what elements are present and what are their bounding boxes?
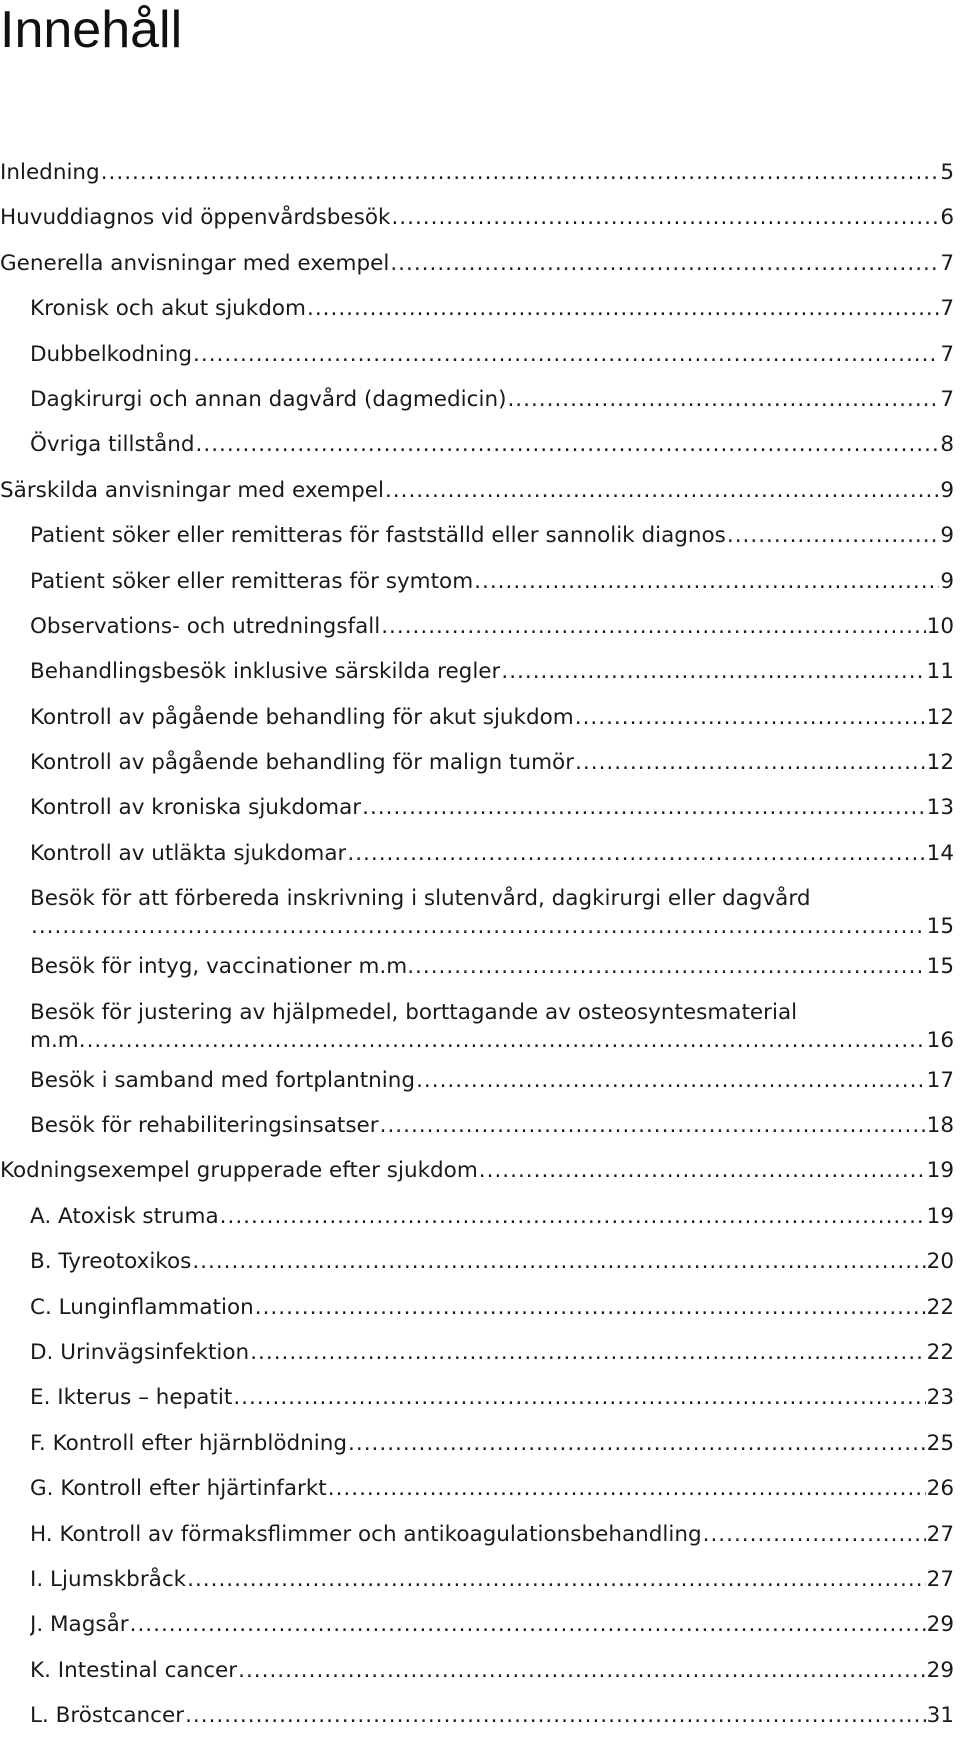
toc-entry-label: A. Atoxisk struma (30, 1203, 219, 1229)
toc-page-number: 22 (926, 1294, 954, 1320)
dot-leader (196, 431, 940, 459)
dot-leader (255, 1294, 926, 1322)
toc-entry[interactable] (0, 1648, 960, 1693)
dot-leader (703, 1521, 926, 1549)
toc-entry-label: Behandlingsbesök inklusive särskilda regler (30, 659, 501, 685)
toc-entry-label: Huvuddiagnos vid öppenvårdsbesök (0, 205, 391, 231)
toc-entry[interactable] (0, 1148, 960, 1193)
toc-entry[interactable] (0, 831, 960, 876)
toc-entry[interactable] (0, 286, 960, 331)
toc-entry[interactable] (0, 944, 960, 989)
toc-entry[interactable] (0, 876, 960, 944)
dot-leader (501, 658, 925, 686)
dot-leader (727, 522, 939, 550)
toc-page-number: 12 (926, 750, 954, 776)
toc-page-number: 29 (926, 1657, 954, 1683)
toc-entry[interactable] (0, 990, 960, 1058)
toc-entry[interactable] (0, 332, 960, 377)
dot-leader (380, 1112, 926, 1140)
toc-entry-label: E. Ikterus – hepatit (30, 1385, 233, 1411)
toc-page-number: 7 (940, 341, 954, 367)
toc-entry[interactable] (0, 1194, 960, 1239)
toc-page-number: 13 (926, 795, 954, 821)
toc-entry[interactable] (0, 195, 960, 240)
toc-entry-label: F. Kontroll efter hjärnblödning (30, 1430, 348, 1456)
toc-page-number: 6 (940, 205, 954, 231)
dot-leader (328, 1475, 926, 1503)
toc-entry-label: Besök för justering av hjälpmedel, borttagande av osteosyntesmaterial (30, 999, 798, 1025)
toc-entry-label: Patient söker eller remitteras för symtom (30, 568, 474, 594)
toc-page-number: 9 (940, 568, 954, 594)
toc-page-number: 15 (926, 954, 954, 980)
toc-page-number: 19 (926, 1203, 954, 1229)
toc-entry[interactable] (0, 785, 960, 830)
toc-entry[interactable] (0, 1693, 960, 1738)
dot-leader (187, 1566, 926, 1594)
toc-entry-label: Observations- och utredningsfall (30, 613, 381, 639)
toc-entry-label: Patient söker eller remitteras för fastställd eller sannolik diagnos (30, 523, 726, 549)
dot-leader (575, 704, 926, 732)
toc-entry[interactable] (0, 1421, 960, 1466)
toc-page-number: 7 (940, 296, 954, 322)
toc-entry-label: Besök för att förbereda inskrivning i slutenvård, dagkirurgi eller dagvård (30, 886, 811, 912)
toc-page-number: 23 (926, 1385, 954, 1411)
toc-entry-label: Kodningsexempel grupperade efter sjukdom (0, 1158, 478, 1184)
toc-entry[interactable] (0, 604, 960, 649)
toc-page-number: 15 (926, 914, 954, 940)
toc-entry-label: Kronisk och akut sjukdom (30, 296, 306, 322)
toc-entry[interactable] (0, 649, 960, 694)
toc-entry[interactable] (0, 1602, 960, 1647)
toc-entry-label: Besök i samband med fortplantning (30, 1067, 416, 1093)
toc-entry-label: I. Ljumskbråck (30, 1566, 187, 1592)
dot-leader (31, 913, 926, 941)
toc-entry[interactable] (0, 150, 960, 195)
toc-page-number: 22 (926, 1339, 954, 1365)
toc-entry[interactable] (0, 422, 960, 467)
toc-page-number: 29 (926, 1612, 954, 1638)
dot-leader (348, 1430, 926, 1458)
dot-leader (415, 953, 926, 981)
toc-page-number: 27 (926, 1566, 954, 1592)
toc-entry-label: H. Kontroll av förmaksflimmer och antikoagulationsbehandling (30, 1521, 702, 1547)
page-title: Innehåll (0, 1, 183, 59)
toc-entry-label: Dubbelkodning (30, 341, 193, 367)
toc-entry[interactable] (0, 1512, 960, 1557)
toc-entry-label: Besök för rehabiliteringsinsatser (30, 1113, 379, 1139)
toc-entry[interactable] (0, 1058, 960, 1103)
toc-entry-label: Kontroll av kroniska sjukdomar (30, 795, 362, 821)
toc-entry-label-continued: m.m. (30, 1027, 86, 1053)
toc-entry[interactable] (0, 1330, 960, 1375)
toc-entry-label: B. Tyreotoxikos (30, 1249, 192, 1275)
toc-entry-label: Besök för intyg, vaccinationer m.m. (30, 954, 415, 980)
toc-entry-label: C. Lunginflammation (30, 1294, 254, 1320)
toc-page-number: 5 (940, 160, 954, 185)
toc-entry-label: Dagkirurgi och annan dagvård (dagmedicin) (30, 386, 507, 412)
dot-leader (233, 1384, 925, 1412)
dot-leader (193, 341, 939, 369)
toc-entry-label: Särskilda anvisningar med exempel (0, 477, 384, 503)
dot-leader (474, 568, 939, 596)
dot-leader (192, 1248, 925, 1276)
toc-entry[interactable] (0, 1239, 960, 1284)
toc-entry[interactable] (0, 695, 960, 740)
dot-leader (362, 794, 926, 822)
toc-entry[interactable] (0, 241, 960, 286)
toc-entry-label: Kontroll av pågående behandling för malign tumör (30, 750, 575, 776)
toc-entry[interactable] (0, 740, 960, 785)
toc-entry[interactable] (0, 513, 960, 558)
dot-leader (416, 1067, 926, 1095)
toc-page-number: 26 (926, 1476, 954, 1502)
dot-leader (390, 250, 939, 278)
toc-page-number: 11 (926, 659, 954, 685)
dot-leader (101, 159, 940, 187)
toc-page-number: 8 (940, 432, 954, 458)
toc-entry-label: Kontroll av utläkta sjukdomar (30, 840, 347, 866)
toc-page-number: 17 (926, 1067, 954, 1093)
toc-page-number: 19 (926, 1158, 954, 1184)
toc-entry-label: Kontroll av pågående behandling för akut sjukdom (30, 704, 574, 730)
toc-entry[interactable] (0, 1375, 960, 1420)
dot-leader (391, 204, 939, 232)
toc-page-number: 12 (926, 704, 954, 730)
dot-leader (507, 386, 939, 414)
dot-leader (238, 1657, 926, 1685)
toc-page-number: 10 (926, 613, 954, 639)
toc-page-number: 9 (940, 523, 954, 549)
dot-leader (381, 613, 925, 641)
toc-entry[interactable] (0, 559, 960, 604)
toc-entry-continuation (30, 1027, 954, 1055)
toc-page-number: 14 (926, 840, 954, 866)
toc-entry-continuation (30, 913, 954, 941)
toc-page-number: 18 (926, 1113, 954, 1139)
toc-entry-label: Inledning (0, 160, 100, 185)
toc-entry-label: K. Intestinal cancer (30, 1657, 238, 1683)
dot-leader (220, 1203, 926, 1231)
dot-leader (385, 477, 939, 505)
toc-page-number: 7 (940, 386, 954, 412)
dot-leader (250, 1339, 925, 1367)
toc-entry-label: D. Urinvägsinfektion (30, 1339, 250, 1365)
toc-entry[interactable] (0, 377, 960, 422)
toc-entry-label: G. Kontroll efter hjärtinfarkt (30, 1476, 327, 1502)
toc-entry[interactable] (0, 1466, 960, 1511)
toc-entry-label: L. Bröstcancer (30, 1703, 185, 1729)
toc-page-number: 31 (926, 1703, 954, 1729)
toc-page-number: 27 (926, 1521, 954, 1547)
toc-entry[interactable] (0, 1557, 960, 1602)
dot-leader (130, 1611, 926, 1639)
dot-leader (347, 840, 925, 868)
toc-entry-label: J. Magsår (30, 1612, 129, 1638)
toc-page-number: 16 (926, 1027, 954, 1053)
toc-entry[interactable] (0, 468, 960, 513)
dot-leader (185, 1702, 926, 1730)
dot-leader (575, 749, 926, 777)
dot-leader (307, 295, 939, 323)
toc-entry-label: Generella anvisningar med exempel (0, 250, 390, 276)
dot-leader (87, 1027, 926, 1055)
toc-page-number: 9 (940, 477, 954, 503)
toc-page-number: 20 (926, 1249, 954, 1275)
dot-leader (479, 1157, 926, 1185)
toc-entry[interactable] (0, 1103, 960, 1148)
toc-entry-label: Övriga tillstånd (30, 432, 195, 458)
toc-page-number: 7 (940, 250, 954, 276)
table-of-contents (0, 150, 960, 1739)
toc-entry[interactable] (0, 1285, 960, 1330)
toc-page-number: 25 (926, 1430, 954, 1456)
